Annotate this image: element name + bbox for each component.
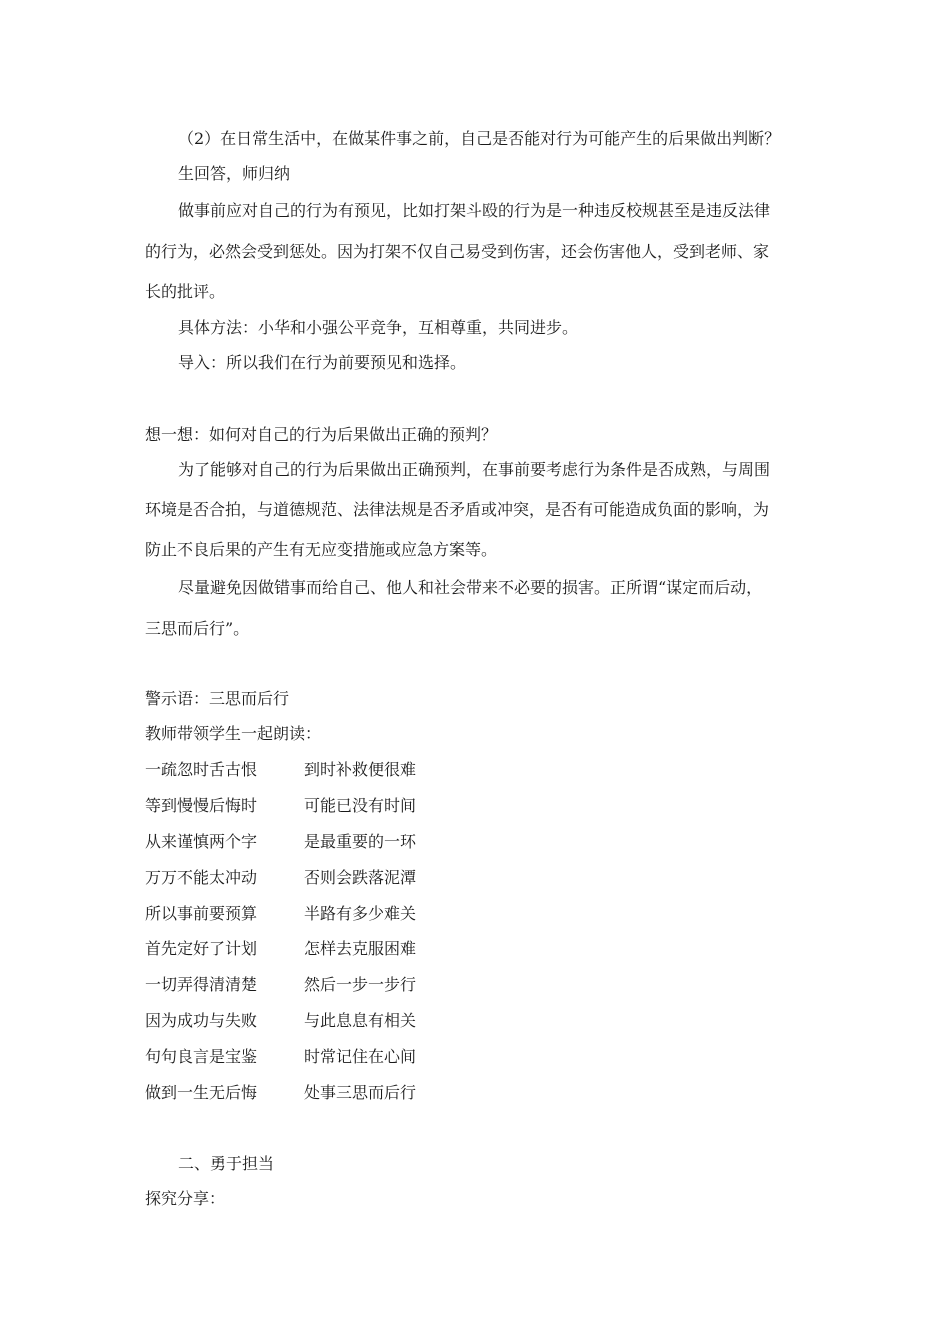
poem-line-left: 万万不能太冲动 <box>145 868 258 887</box>
paragraph-1-line-3: 长的批评。 <box>145 282 226 301</box>
answer-note: 生回答，师归纳 <box>178 164 291 183</box>
poem-line-left: 从来谨慎两个字 <box>145 832 258 851</box>
paragraph-1-line-1: 做事前应对自己的行为有预见，比如打架斗殴的行为是一种违反校规甚至是违反法律 <box>178 201 771 220</box>
poem-line-right: 半路有多少难关 <box>304 904 417 923</box>
poem-line-right: 怎样去克服困难 <box>304 939 417 958</box>
reading-line: 教师带领学生一起朗读： <box>145 724 322 743</box>
poem-line-left: 首先定好了计划 <box>145 939 258 958</box>
poem-line-right: 否则会跌落泥潭 <box>304 868 417 887</box>
poem-line-right: 是最重要的一环 <box>304 832 417 851</box>
question-2: （2）在日常生活中，在做某件事之前，自己是否能对行为可能产生的后果做出判断？ <box>178 129 781 148</box>
poem-line-left: 句句良言是宝鉴 <box>145 1047 258 1066</box>
poem-line-right: 可能已没有时间 <box>304 796 417 815</box>
poem-line-right: 到时补救便很难 <box>304 760 417 779</box>
paragraph-2-line-2: 环境是否合拍，与道德规范、法律法规是否矛盾或冲突，是否有可能造成负面的影响，为 <box>145 500 770 519</box>
poem-line-left: 因为成功与失败 <box>145 1011 258 1030</box>
poem-line-left: 做到一生无后悔 <box>145 1083 258 1102</box>
poem-line-left: 等到慢慢后悔时 <box>145 796 258 815</box>
explore-line: 探究分享： <box>145 1189 226 1208</box>
paragraph-3-line-2: 三思而后行”。 <box>145 619 250 638</box>
poem-line-left: 所以事前要预算 <box>145 904 258 923</box>
section-heading: 二、勇于担当 <box>178 1154 275 1173</box>
think-heading: 想一想：如何对自己的行为后果做出正确的预判？ <box>145 425 498 444</box>
intro-line: 导入：所以我们在行为前要预见和选择。 <box>178 353 467 372</box>
method-line: 具体方法：小华和小强公平竞争，互相尊重，共同进步。 <box>178 318 579 337</box>
paragraph-3-line-1: 尽量避免因做错事而给自己、他人和社会带来不必要的损害。正所谓“谋定而后动， <box>178 578 763 597</box>
poem-line-left: 一切弄得清清楚 <box>145 975 258 994</box>
poem-line-left: 一疏忽时舌古恨 <box>145 760 258 779</box>
paragraph-2-line-3: 防止不良后果的产生有无应变措施或应急方案等。 <box>145 540 498 559</box>
paragraph-2-line-1: 为了能够对自己的行为后果做出正确预判，在事前要考虑行为条件是否成熟，与周围 <box>178 460 771 479</box>
poem-line-right: 与此息息有相关 <box>304 1011 417 1030</box>
poem-line-right: 然后一步一步行 <box>304 975 417 994</box>
warning-line: 警示语：三思而后行 <box>145 689 290 708</box>
poem-line-right: 时常记住在心间 <box>304 1047 417 1066</box>
paragraph-1-line-2: 的行为，必然会受到惩处。因为打架不仅自己易受到伤害，还会伤害他人，受到老师、家 <box>145 242 770 261</box>
poem-line-right: 处事三思而后行 <box>304 1083 417 1102</box>
